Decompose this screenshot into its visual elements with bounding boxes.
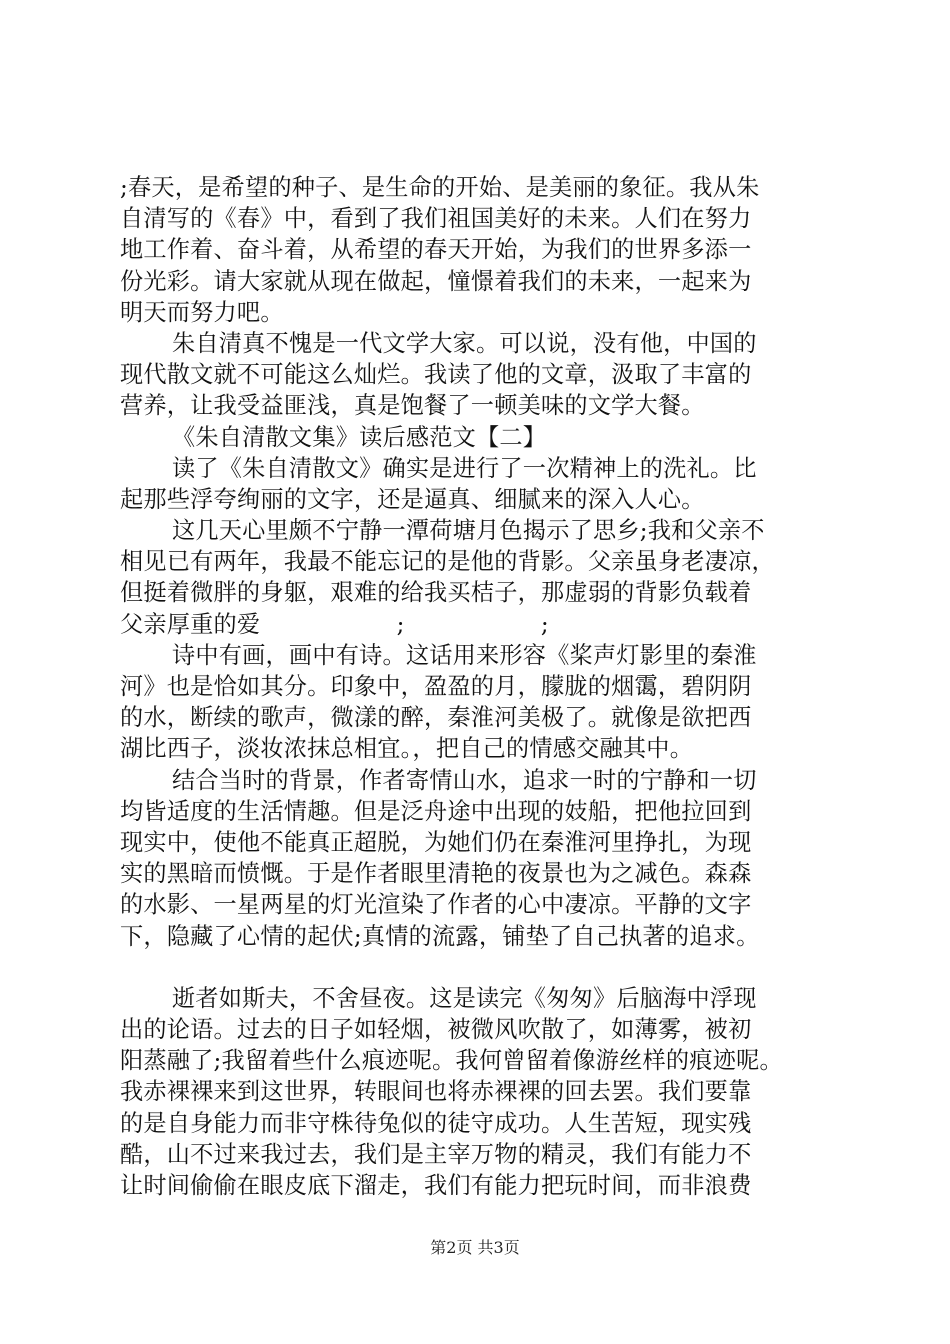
paragraph <box>120 515 840 640</box>
text-line: 实的黑暗而愤慨。于是作者眼里清艳的夜景也为之减色。森森 <box>120 860 752 888</box>
text-line: 《朱自清散文集》读后感范文【二】 <box>172 423 547 451</box>
document-body <box>120 172 840 1201</box>
page-footer: 第2页 共3页 <box>430 1238 520 1257</box>
text-line: 这几天心里颇不宁静一潭荷塘月色揭示了思乡;我和父亲不 <box>172 517 765 545</box>
text-line: 的水影、一星两星的灯光渲染了作者的心中凄凉。平静的文字 <box>120 891 752 919</box>
text-line: 明天而努力吧。 <box>120 298 284 326</box>
text-line: 诗中有画，画中有诗。这话用来形容《桨声灯影里的秦淮 <box>172 641 757 669</box>
paragraph <box>120 983 840 1201</box>
text-line: 但挺着微胖的身躯，艰难的给我买桔子，那虚弱的背影负载着 <box>120 579 752 607</box>
paragraph <box>120 422 840 453</box>
text-line: 河》也是恰如其分。印象中，盈盈的月，朦胧的烟霭，碧阴阴 <box>120 673 752 700</box>
paragraph <box>120 453 840 515</box>
text-line: 的水，断续的歌声，微漾的醉，秦淮河美极了。就像是欲把西 <box>120 704 752 732</box>
paragraph <box>120 765 840 952</box>
text-line: 现代散文就不可能这么灿烂。我读了他的文章，汲取了丰富的 <box>120 361 752 389</box>
text-line: 份光彩。请大家就从现在做起，憧憬着我们的未来，一起来为 <box>120 267 752 295</box>
text-line: 酷，山不过来我过去，我们是主宰万物的精灵，我们有能力不 <box>120 1140 752 1168</box>
text-line: 结合当时的背景，作者寄情山水，追求一时的宁静和一切 <box>172 766 757 794</box>
text-line: 的是自身能力而非守株待兔似的徒守成功。人生苦短，现实残 <box>120 1109 752 1137</box>
paragraph <box>120 640 840 765</box>
text-line: 朱自清真不愧是一代文学大家。可以说，没有他，中国的 <box>172 329 757 357</box>
text-line: 逝者如斯夫，不舍昼夜。这是读完《匆匆》后脑海中浮现 <box>172 984 757 1012</box>
text-line: 读了《朱自清散文》确实是进行了一次精神上的洗礼。比 <box>172 454 757 482</box>
text-line: 营养，让我受益匪浅，真是饱餐了一顿美味的文学大餐。 <box>120 392 705 420</box>
text-line: ;春天，是希望的种子、是生命的开始、是美丽的象征。我从朱 <box>120 174 760 201</box>
paragraph <box>120 172 840 328</box>
paragraph <box>120 328 840 422</box>
text-line: 下，隐藏了心情的起伏;真情的流露，铺垫了自己执著的追求。 <box>120 922 760 950</box>
text-line: 自清写的《春》中，看到了我们祖国美好的未来。人们在努力 <box>120 205 752 233</box>
text-line: 父亲厚重的爱 ; ; <box>120 610 549 638</box>
text-line: 湖比西子，淡妆浓抹总相宜。，把自己的情感交融其中。 <box>120 735 694 763</box>
text-line: 出的论语。过去的日子如轻烟，被微风吹散了，如薄雾，被初 <box>120 1016 752 1044</box>
text-line: 我赤裸裸来到这世界，转眼间也将赤裸裸的回去罢。我们要靠 <box>120 1078 752 1106</box>
text-line: 阳蒸融了;我留着些什么痕迹呢。我何曾留着像游丝样的痕迹呢。 <box>120 1047 783 1075</box>
text-line: 相见已有两年，我最不能忘记的是他的背影。父亲虽身老凄凉， <box>120 548 775 576</box>
text-line: 地工作着、奋斗着，从希望的春天开始，为我们的世界多添一 <box>120 236 752 264</box>
text-line: 现实中，使他不能真正超脱，为她们仍在秦淮河里挣扎，为现 <box>120 828 752 856</box>
text-line: 均皆适度的生活情趣。但是泛舟途中出现的妓船，把他拉回到 <box>120 797 752 825</box>
text-line: 让时间偷偷在眼皮底下溜走，我们有能力把玩时间，而非浪费 <box>120 1172 752 1199</box>
text-line: 起那些浮夸绚丽的文字，还是逼真、细腻来的深入人心。 <box>120 485 705 513</box>
paragraph-spacer <box>120 952 840 983</box>
